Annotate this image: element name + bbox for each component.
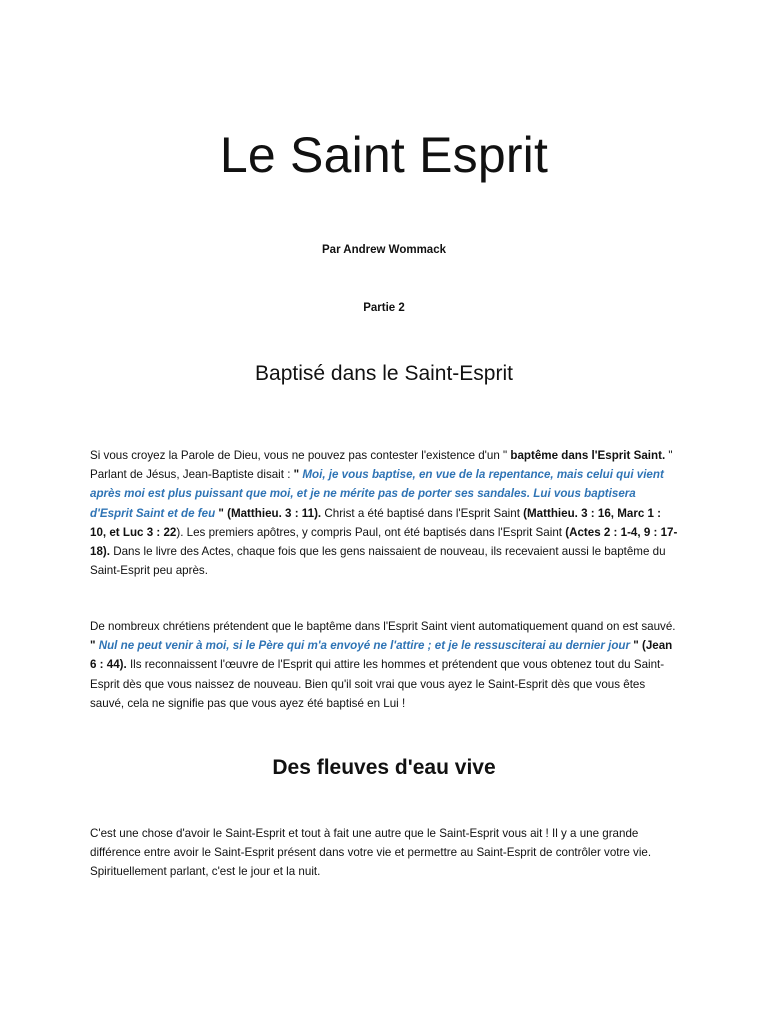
paragraph-3: C'est une chose d'avoir le Saint-Esprit et tout à fait une autre que le Saint-Esprit vous ait ! Il y a une grande différence entre avoir le Saint-Esprit présent dans votre vie et permettre au Saint-Esprit de contrôler votre vie. Spirituellement parlant, c'est le jour et la nuit. (90, 827, 652, 879)
part-label: Partie 2 (363, 302, 405, 314)
para1-bold-1: baptême dans l'Esprit Saint. (510, 449, 666, 462)
para1-text-4: ). Les premiers apôtres, y compris Paul, ont été baptisés dans l'Esprit Saint (176, 525, 566, 539)
para2-text-1: De nombreux chrétiens prétendent que le baptême dans l'Esprit Saint vient automatiquement quand on est sauvé. (90, 620, 676, 633)
paragraph-1 (90, 446, 680, 580)
para1-text-2: " Parlant de Jésus, Jean-Baptiste disait : (90, 449, 673, 482)
section-heading: Des fleuves d'eau vive (272, 756, 496, 779)
author-line: Par Andrew Wommack (322, 244, 446, 256)
para1-text-1: Si vous croyez la Parole de Dieu, vous ne pouvez pas contester l'existence d'un " (90, 449, 511, 462)
paragraph-2 (90, 617, 680, 713)
para1-text-5: Dans le livre des Actes, chaque fois que les gens naissaient de nouveau, ils recevaient aussi le baptême du Saint-Esprit peu après. (90, 545, 666, 578)
para1-text-3: Christ a été baptisé dans l'Esprit Saint (321, 506, 524, 520)
para2-quote: Nul ne peut venir à moi, si le Père qui m'a envoyé ne l'attire ; et je le ressusciterai au dernier jour (98, 639, 631, 653)
document-title: Le Saint Esprit (219, 127, 549, 183)
para1-bold-4: (Matthieu. 3 : 16, Marc 1 : 10, et Luc 3 : 22 (90, 506, 662, 539)
para2-bold-1: " (90, 639, 99, 653)
para1-bold-3: " (Matthieu. 3 : 11). (215, 506, 322, 520)
para1-quote: Moi, je vous baptise, en vue de la repentance, mais celui qui vient après moi est plus puissant que moi, et je ne mérite pas de porter ses sandales. Lui vous baptisera d'Esprit Saint et de feu (90, 468, 664, 520)
para2-bold-2: " (Jean 6 : 44). (90, 639, 673, 672)
section-subtitle: Baptisé dans le Saint-Esprit (255, 362, 513, 385)
para1-bold-2: " (293, 468, 303, 482)
para2-text-2: Ils reconnaissent l'œuvre de l'Esprit qui attire les hommes et prétendent que vous obtenez tout du Saint-Esprit dès que vous naissez de nouveau. Bien qu'il soit vrai que vous ayez le Saint-Esprit dès que vous êtes sauvé, cela ne signifie pas que vous ayez été baptisé en Lui ! (90, 658, 665, 710)
para1-bold-5: (Actes 2 : 1-4, 9 : 17-18). (90, 525, 678, 559)
